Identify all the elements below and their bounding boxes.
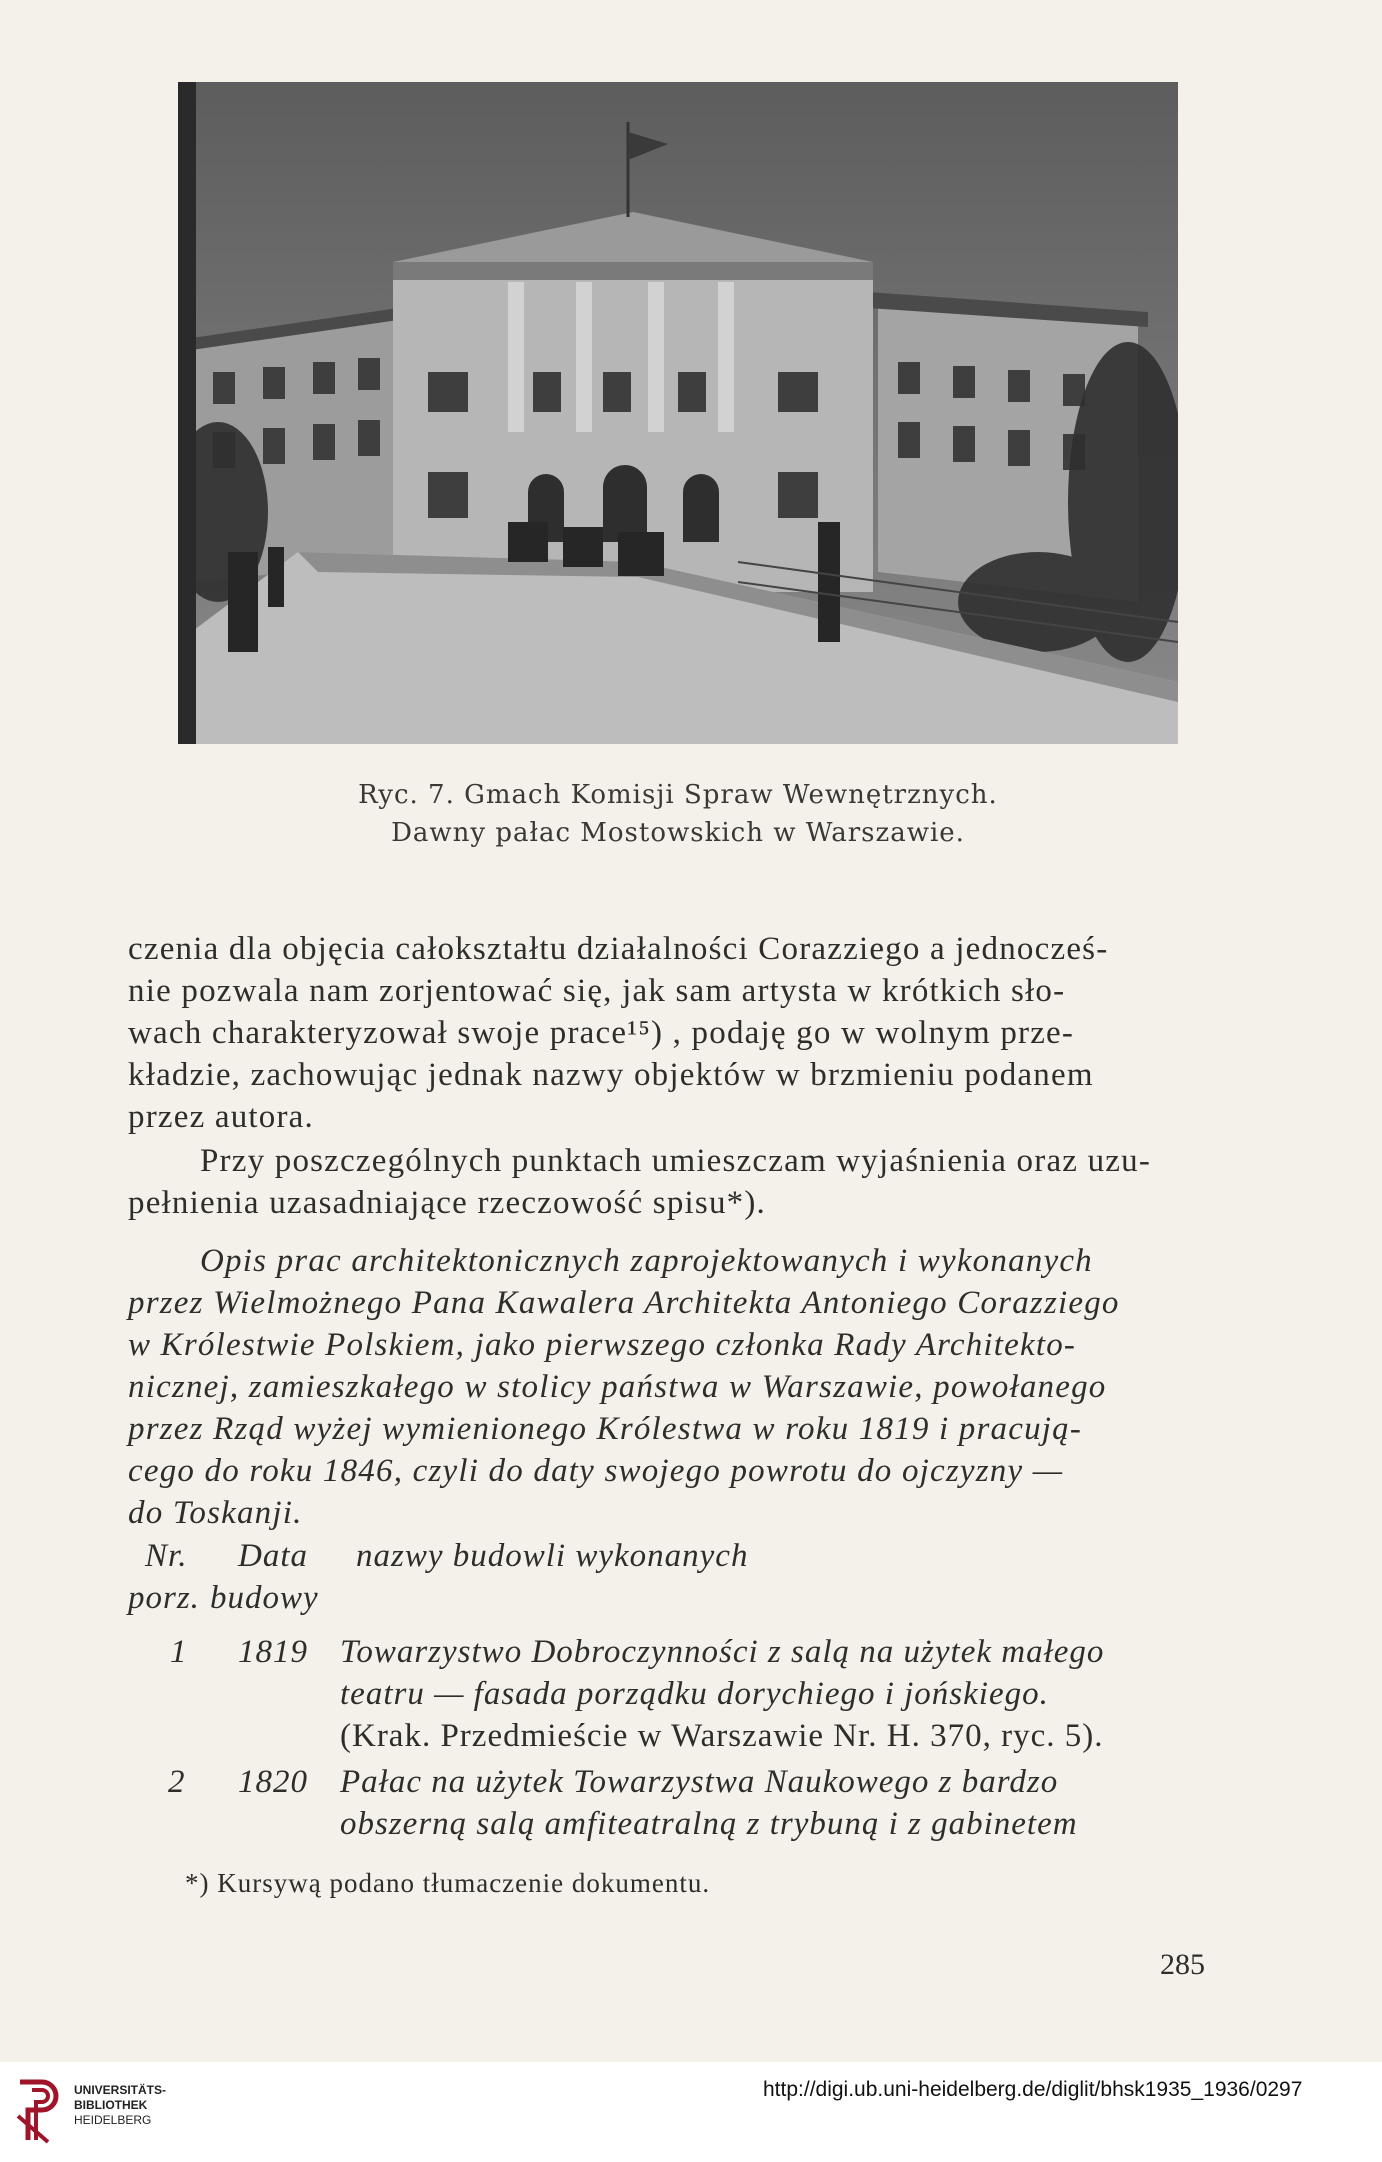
entry-2-line1: Pałac na użytek Towarzystwa Naukowego z bardzo [340, 1764, 1059, 1800]
table-header-name: nazwy budowli wykonanych [356, 1538, 749, 1574]
text-line: cego do roku 1846, czyli do daty swojego powrotu do ojczyzny — [128, 1453, 1064, 1489]
text-line: przez autora. [128, 1099, 314, 1135]
page-number: 285 [1160, 1948, 1205, 1981]
library-name-line2: BIBLIOTHEK [74, 2098, 148, 2112]
paragraph-2 [128, 1140, 1228, 1224]
entry-1-line1: Towarzystwo Dobroczynności z salą na użytek małego [340, 1634, 1105, 1670]
entry-2-year: 1820 [238, 1764, 308, 1800]
library-name-line3: HEIDELBERG [74, 2113, 152, 2127]
source-url-link[interactable]: http://digi.ub.uni-heidelberg.de/diglit/bhsk1935_1936/0297 [763, 2078, 1303, 2101]
text-line: Przy poszczególnych punktach umieszczam wyjaśnienia oraz uzu- [200, 1143, 1152, 1179]
footnote: *) Kursywą podano tłumaczenie dokumentu. [185, 1868, 711, 1898]
text-line: kładzie, zachowując jednak nazwy objektów w brzmieniu podanem [128, 1057, 1094, 1093]
paragraph-1 [128, 928, 1228, 1138]
table-header-porz: porz. [128, 1580, 200, 1616]
footer-bar [0, 2062, 1382, 2162]
library-name-line1: UNIVERSITÄTS- [74, 2083, 167, 2097]
entry-1-line2: teatru — fasada porządku dorychiego i jońskiego. [340, 1676, 1049, 1712]
library-logo-icon [12, 2076, 68, 2146]
figure-caption-line2: Dawny pałac Mostowskich w Warszawie. [391, 818, 965, 848]
entry-2-nr: 2 [168, 1764, 186, 1800]
text-line: wach charakteryzował swoje prace¹⁵) , podaję go w wolnym prze- [128, 1015, 1075, 1051]
entry-1-year: 1819 [238, 1634, 308, 1670]
library-name [74, 2083, 166, 2128]
building-photograph [178, 82, 1178, 744]
text-line: nie pozwala nam zorjentować się, jak sam artysta w krótkich sło- [128, 973, 1066, 1009]
figure-caption-line1: Ryc. 7. Gmach Komisji Spraw Wewnętrznych. [358, 780, 998, 810]
paragraph-3-italic [128, 1240, 1228, 1534]
entry-1-nr: 1 [170, 1634, 188, 1670]
text-line: w Królestwie Polskiem, jako pierwszego członka Rady Architekto- [128, 1327, 1077, 1363]
text-line: przez Rząd wyżej wymienionego Królestwa w roku 1819 i pracują- [128, 1411, 1083, 1447]
text-line: czenia dla objęcia całokształtu działalności Corazziego a jednocześ- [128, 931, 1109, 967]
table-header-budowy: budowy [210, 1580, 319, 1616]
text-line: Opis prac architektonicznych zaprojektowanych i wykonanych [200, 1243, 1093, 1279]
text-line: nicznej, zamieszkałego w stolicy państwa w Warszawie, powołanego [128, 1369, 1107, 1405]
text-line: przez Wielmożnego Pana Kawalera Architekta Antoniego Corazziego [128, 1285, 1120, 1321]
text-line: pełnienia uzasadniające rzeczowość spisu*). [128, 1185, 766, 1221]
entry-2-line2: obszerną salą amfiteatralną z trybuną i z gabinetem [340, 1806, 1078, 1842]
entry-1-line3: (Krak. Przedmieście w Warszawie Nr. H. 370, ryc. 5). [340, 1718, 1104, 1754]
text-line: do Toskanji. [128, 1495, 303, 1531]
table-header-nr: Nr. [145, 1538, 188, 1574]
table-header-data: Data [238, 1538, 308, 1574]
